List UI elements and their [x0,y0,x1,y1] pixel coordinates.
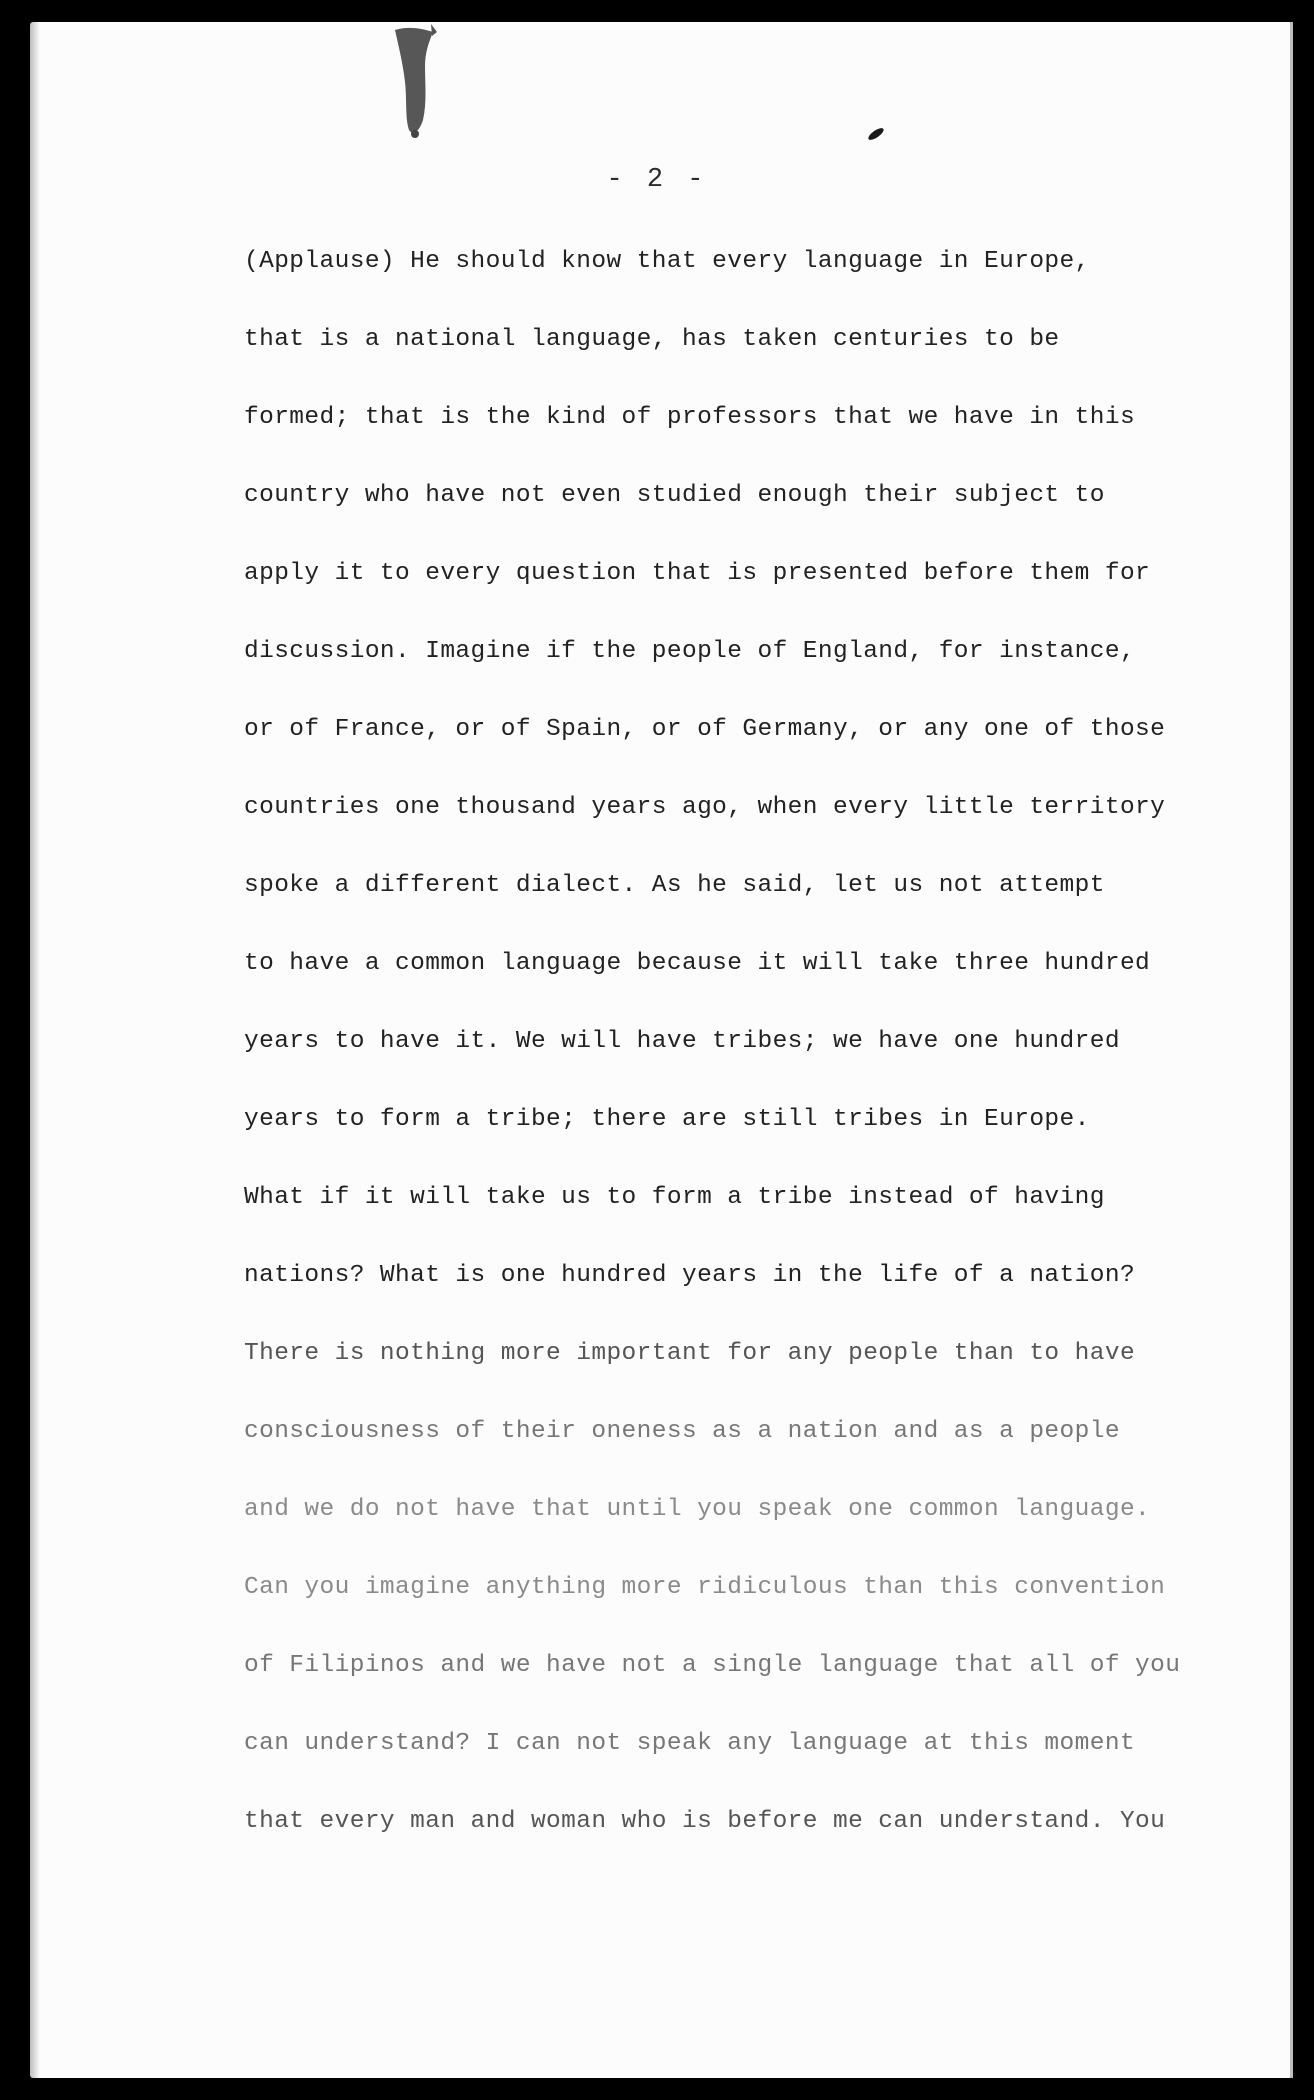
text-line: countries one thousand years ago, when every little territory [244,794,1166,821]
text-line: country who have not even studied enough their subject to [244,482,1105,509]
typed-text-body [244,240,1244,1878]
page-edge-shadow [30,22,40,2078]
text-line: discussion. Imagine if the people of England, for instance, [244,638,1136,665]
text-line: years to form a tribe; there are still tribes in Europe. [244,1106,1090,1133]
text-line: to have a common language because it will take three hundred [244,950,1151,977]
text-line: can understand? I can not speak any language at this moment [244,1730,1136,1757]
text-line: consciousness of their oneness as a nation and as a people [244,1418,1120,1445]
text-line: or of France, or of Spain, or of Germany, or any one of those [244,716,1166,743]
text-line: (Applause) He should know that every language in Europe, [244,248,1090,275]
ink-smudge-icon [385,22,443,142]
text-line: nations? What is one hundred years in the life of a nation? [244,1262,1136,1289]
text-line: There is nothing more important for any people than to have [244,1340,1136,1367]
page-number: - 2 - [606,165,708,195]
text-line: that every man and woman who is before me can understand. You [244,1808,1166,1835]
text-line: years to have it. We will have tribes; we have one hundred [244,1028,1120,1055]
text-line: formed; that is the kind of professors that we have in this [244,404,1136,431]
text-line: apply it to every question that is presented before them for [244,560,1151,587]
ink-mark-icon [865,128,887,140]
text-line: What if it will take us to form a tribe instead of having [244,1184,1105,1211]
text-line: Can you imagine anything more ridiculous than this convention [244,1574,1166,1601]
page-edge-line [1290,22,1293,2078]
text-line: and we do not have that until you speak one common language. [244,1496,1151,1523]
text-line: of Filipinos and we have not a single language that all of you [244,1652,1181,1679]
text-line: spoke a different dialect. As he said, let us not attempt [244,872,1105,899]
text-line: that is a national language, has taken centuries to be [244,326,1060,353]
